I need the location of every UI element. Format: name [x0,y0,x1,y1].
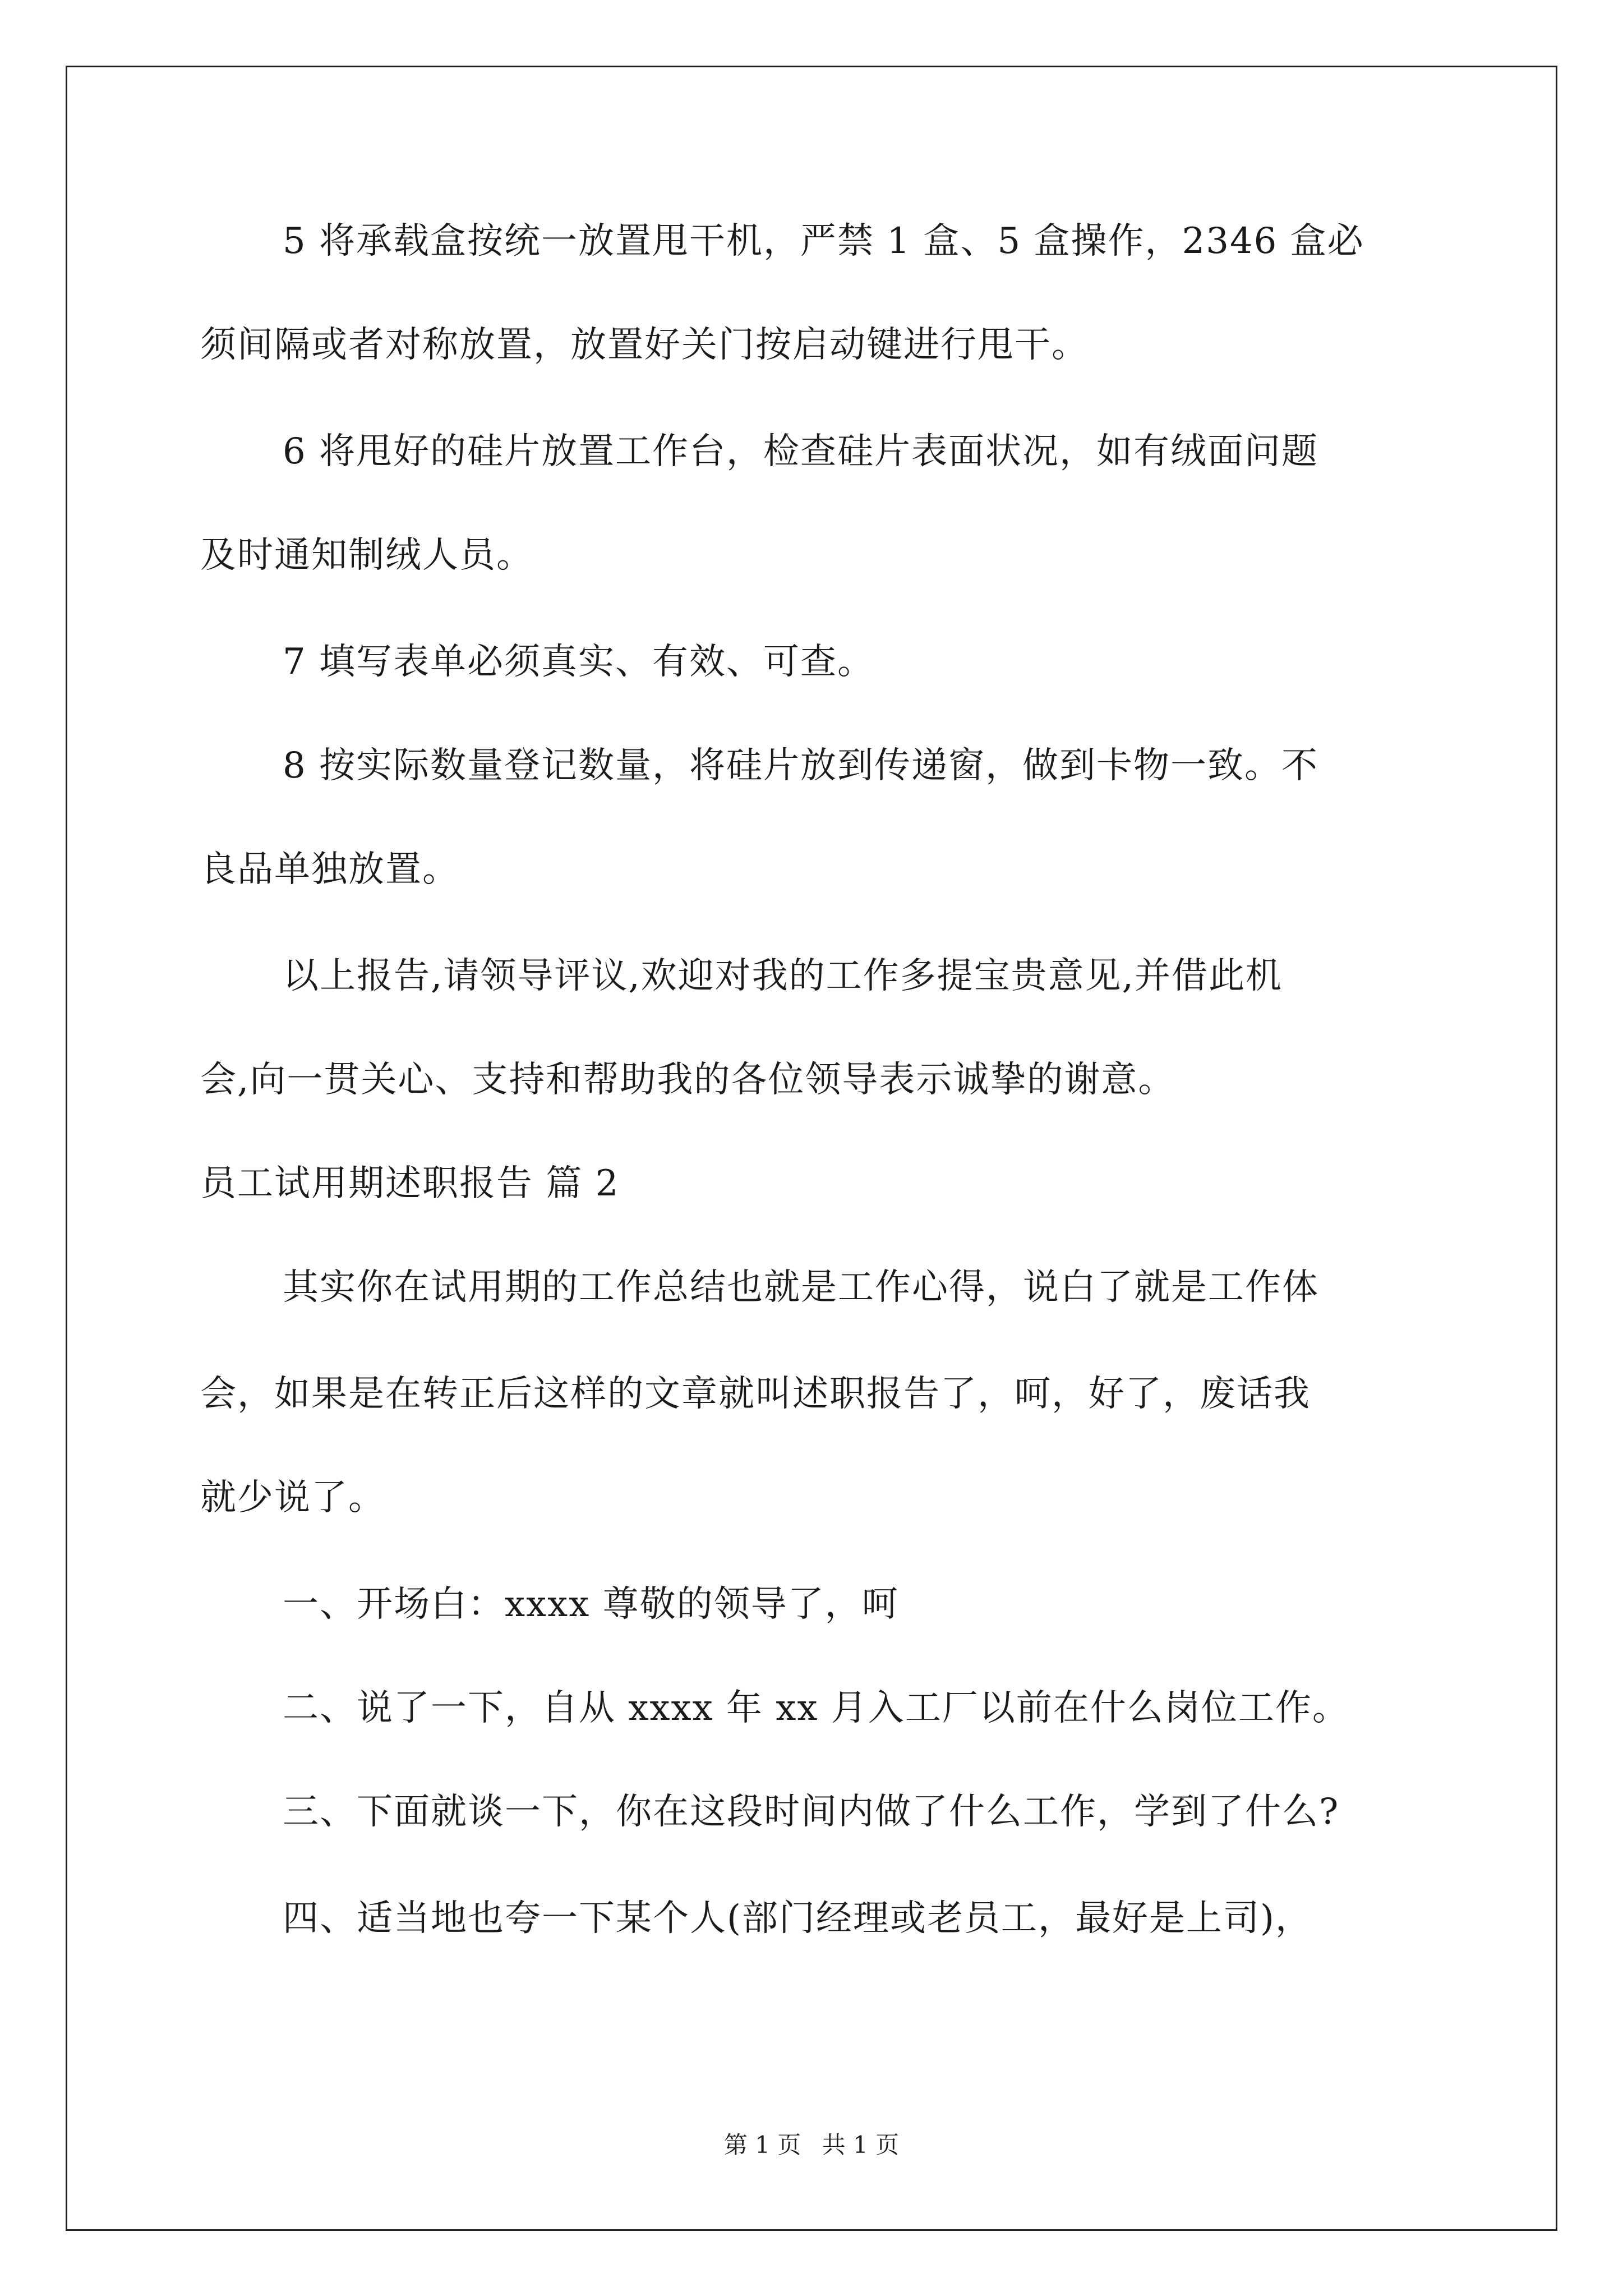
text-line: 及时通知制绒人员。 [200,535,533,576]
text-line: 其实你在试用期的工作总结也就是工作心得，说白了就是工作体 [283,1267,1319,1308]
text-line: 7 填写表单必须真实、有效、可查。 [283,641,875,683]
text-line: 以上报告,请领导评议,欢迎对我的工作多提宝贵意见,并借此机 [283,955,1283,997]
text-line: 就少说了。 [200,1477,385,1519]
text-line: 5 将承载盒按统一放置甩干机，严禁 1 盒、5 盒操作，2346 盒必 [283,220,1364,262]
section-heading: 员工试用期述职报告 篇 2 [200,1163,620,1204]
page-total: 共 1 页 [822,2131,900,2159]
text-line: 四、适当地也夸一下某个人(部门经理或老员工，最好是上司)， [283,1898,1312,1939]
text-line: 须间隔或者对称放置，放置好关门按启动键进行甩干。 [200,324,1089,366]
text-line: 会,向一贯关心、支持和帮助我的各位领导表示诚挚的谢意。 [200,1059,1175,1101]
text-line: 8 按实际数量登记数量，将硅片放到传递窗，做到卡物一致。不 [283,745,1319,786]
text-line: 一、开场白：xxxx 尊敬的领导了，呵 [283,1584,899,1625]
text-line: 会，如果是在转正后这样的文章就叫述职报告了，呵，好了，废话我 [200,1373,1311,1415]
text-line: 良品单独放置。 [200,849,459,890]
text-line: 6 将甩好的硅片放置工作台，检查硅片表面状况，如有绒面问题 [283,431,1319,472]
page-number: 第 1 页 [723,2131,801,2159]
text-line: 二、说了一下，自从 xxxx 年 xx 月入工厂以前在什么岗位工作。 [283,1687,1349,1729]
page-footer [0,2131,1623,2160]
text-line: 三、下面就谈一下，你在这段时间内做了什么工作，学到了什么? [283,1791,1340,1833]
